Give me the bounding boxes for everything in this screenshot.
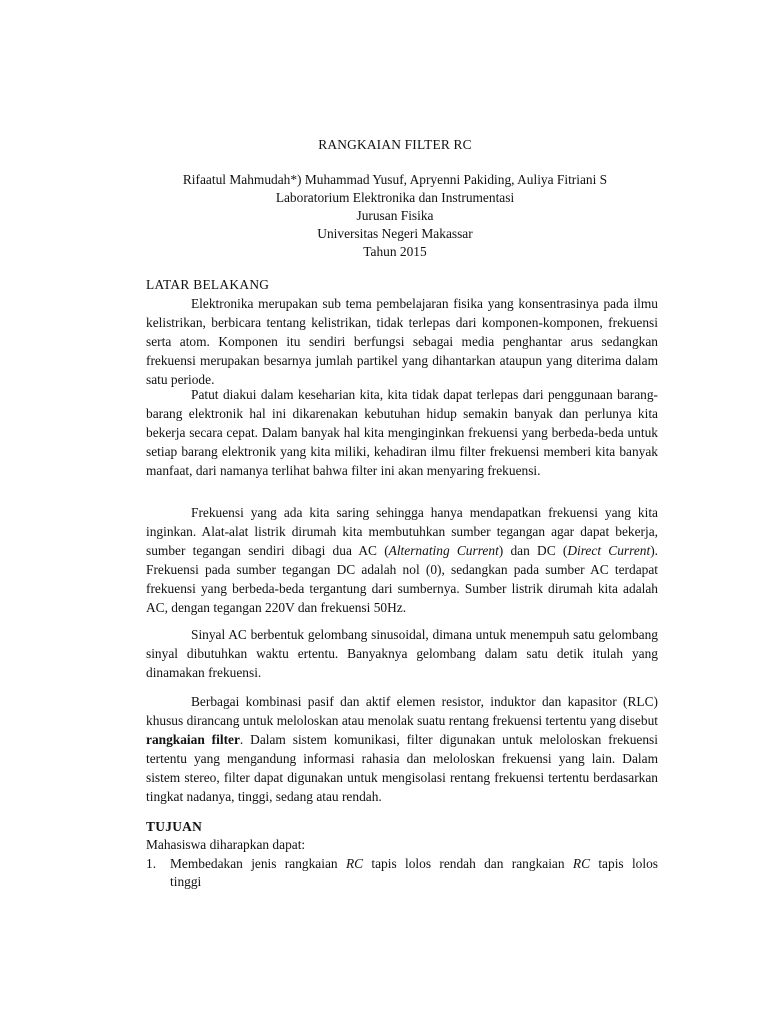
paragraph-1: Elektronika merupakan sub tema pembelajaran fisika yang konsentrasinya pada ilmu kelistrikan, berbicara tentang kelistrikan, tidak terlepas dari komponen-komponen, frekuensi serta atom. Komponen itu sendiri berfungsi sebagai media penghantar arus sedangkan frekuensi merupakan besarnya jumlah partikel yang dihantarkan ataupun yang diterima dalam satu periode. bbox=[146, 296, 658, 387]
university-line: Universitas Negeri Makassar bbox=[317, 226, 473, 241]
list-item bbox=[146, 855, 658, 873]
section-heading-latar-belakang: LATAR BELAKANG bbox=[146, 277, 270, 292]
list-number: 1. bbox=[146, 856, 157, 871]
paragraph-5: Berbagai kombinasi pasif dan aktif elemen resistor, induktor dan kapasitor (RLC) khusus dirancang untuk meloloskan atau menolak suatu rentang frekuensi tertentu yang disebut rangkaian filter. Dalam sistem komunikasi, filter digunakan untuk meloloskan frekuensi tertentu yang mengandung informasi rahasia dan meloloskan frekuensi yang lain. Dalam sistem stereo, filter dapat digunakan untuk mengisolasi rentang frekuensi tertentu berdasarkan tingkat nadanya, tinggi, sedang atau rendah. bbox=[146, 694, 658, 804]
authors-line: Rifaatul Mahmudah*) Muhammad Yusuf, Apryenni Pakiding, Auliya Fitriani S bbox=[182, 172, 608, 187]
alternating-current-term: Alternating Current bbox=[388, 543, 499, 558]
department-line: Jurusan Fisika bbox=[356, 208, 434, 223]
direct-current-term: Direct Current bbox=[567, 543, 651, 558]
paragraph-3: Frekuensi yang ada kita saring sehingga hanya mendapatkan frekuensi yang kita inginkan. Alat-alat listrik dirumah kita membutuhkan sumber tegangan agar dapat bekerja, sumber tegangan sendiri dibagi dua AC (Alternating Current) dan DC (Direct Current). Frekuensi pada sumber tegangan DC adalah nol (0), sedangkan pada sumber AC terdapat frekuensi yang berbeda-beda tergantung dari sumbernya. Sumber listrik dirumah kita adalah AC, dengan tegangan 220V dan frekuensi 50Hz. bbox=[146, 505, 658, 615]
paragraph-4: Sinyal AC berbentuk gelombang sinusoidal, dimana untuk menempuh satu gelombang sinyal dibutuhkan waktu ertentu. Banyaknya gelombang dalam satu detik itulah yang dinamakan frekuensi. bbox=[146, 627, 658, 680]
paragraph-2: Patut diakui dalam keseharian kita, kita tidak dapat terlepas dari penggunaan barang-barang elektronik hal ini dikarenakan kebutuhan hidup semakin banyak dan perlunya kita bekerja secara cepat. Dalam banyak hal kita menginginkan frekuensi yang berbeda-beda untuk setiap barang elektronik yang kita miliki, kehadiran ilmu filter frekuensi memberi kita banyak manfaat, dari namanya terlihat bahwa filter ini akan menyaring frekuensi. bbox=[146, 387, 658, 478]
rangkaian-filter-term: rangkaian filter bbox=[146, 732, 240, 747]
section-heading-tujuan: TUJUAN bbox=[146, 819, 203, 834]
author-block bbox=[0, 171, 768, 261]
tujuan-list bbox=[146, 855, 658, 891]
year-line: Tahun 2015 bbox=[363, 244, 427, 259]
list-text: Membedakan jenis rangkaian RC tapis lolos rendah dan rangkaian RC tapis lolos bbox=[170, 856, 658, 871]
document-title: RANGKAIAN FILTER RC bbox=[318, 137, 472, 152]
list-text-continuation: tinggi bbox=[170, 874, 202, 889]
tujuan-intro: Mahasiswa diharapkan dapat: bbox=[146, 837, 306, 852]
lab-line: Laboratorium Elektronika dan Instrumentasi bbox=[275, 190, 515, 205]
